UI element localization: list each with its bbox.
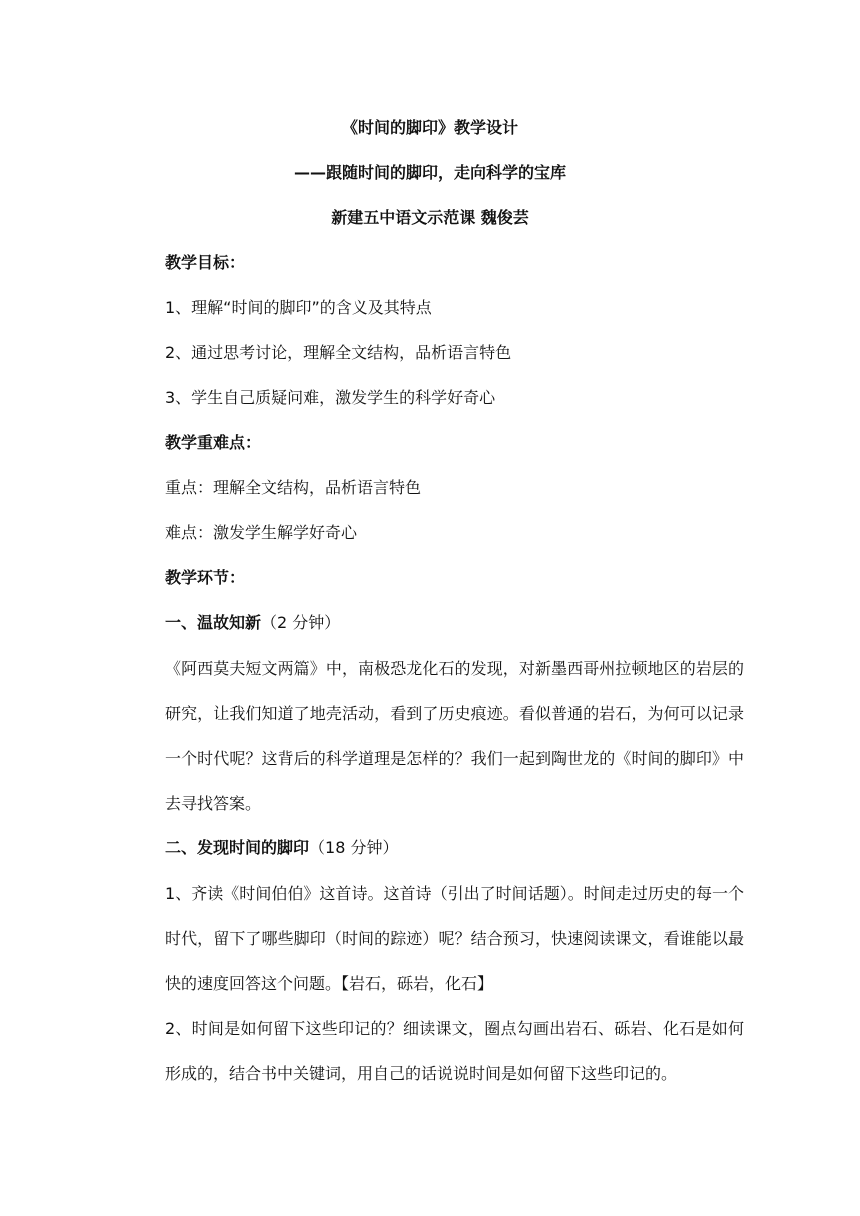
paragraph-text: 《阿西莫夫短文两篇》中，南极恐龙化石的发现，对新墨西哥州拉顿地区的岩层的研究，让我们知道了地壳活动，看到了历史痕迹。看似普通的岩石，为何可以记录一个时代呢？这背后的科学道理是怎样的？我们一起到陶世龙的《时间的脚印》中去寻找答案。 xyxy=(165,659,744,813)
section-title: 二、发现时间的脚印 xyxy=(165,838,310,857)
steps-heading: 教学环节： xyxy=(165,568,246,587)
author-line: 新建五中语文示范课 魏俊芸 xyxy=(331,208,529,227)
objective-item: 3、学生自己质疑问难，激发学生的科学好奇心 xyxy=(165,388,496,407)
key-point-difficulty: 难点：激发学生解学好奇心 xyxy=(165,523,358,542)
objective-item: 1、理解“时间的脚印”的含义及其特点 xyxy=(165,298,432,317)
document-subtitle: ——跟随时间的脚印，走向科学的宝库 xyxy=(293,163,566,182)
section-paragraph xyxy=(129,1006,744,1096)
section-paragraph xyxy=(129,646,744,826)
key-point-focus: 重点：理解全文结构，品析语言特色 xyxy=(165,478,422,497)
paragraph-text: 2、时间是如何留下这些印记的？细读课文，圈点勾画出岩石、砾岩、化石是如何形成的，结合书中关键词，用自己的话说说时间是如何留下这些印记的。 xyxy=(165,1019,744,1083)
key-points-heading: 教学重难点： xyxy=(165,433,262,452)
section-title: 一、温故知新 xyxy=(165,613,262,632)
paragraph-text: 1、齐读《时间伯伯》这首诗。这首诗（引出了时间话题）。时间走过历史的每一个时代，留下了哪些脚印（时间的踪迹）呢？结合预习，快速阅读课文，看谁能以最快的速度回答这个问题。【岩石，砾岩，化石】 xyxy=(165,884,744,993)
objectives-heading: 教学目标： xyxy=(165,253,246,272)
section-paragraph xyxy=(129,871,744,1006)
section-heading xyxy=(165,837,398,859)
document-title: 《时间的脚印》教学设计 xyxy=(341,118,518,137)
section-heading xyxy=(165,612,340,634)
objective-item: 2、通过思考讨论，理解全文结构，品析语言特色 xyxy=(165,343,512,362)
section-time: （18 分钟） xyxy=(309,838,399,857)
section-time: （2 分钟） xyxy=(261,613,341,632)
